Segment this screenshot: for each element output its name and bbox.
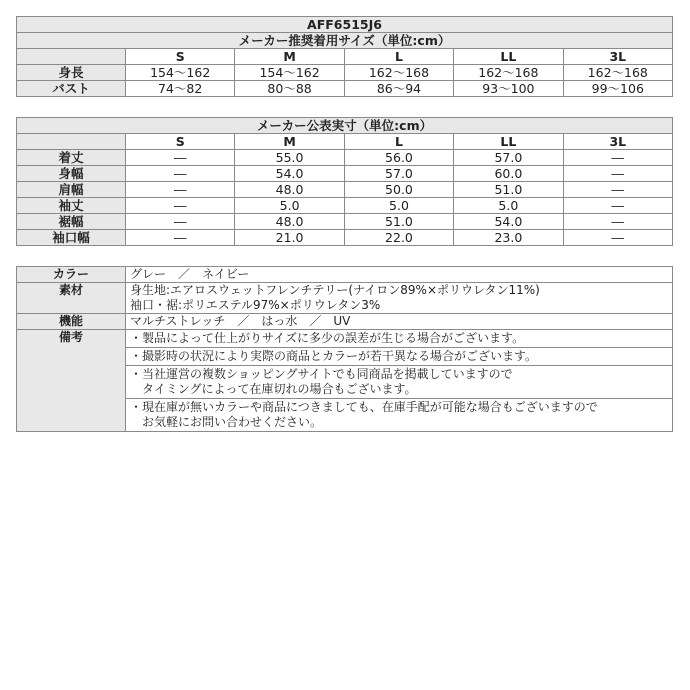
note-item xyxy=(126,348,672,366)
material-label: 素材 xyxy=(17,283,126,314)
product-code: AFF6515J6 xyxy=(17,17,673,33)
table-cell: ― xyxy=(563,150,672,166)
corner-cell xyxy=(17,134,126,150)
table-cell: 57.0 xyxy=(344,166,453,182)
actual-table-title: メーカー公表実寸（単位:cm） xyxy=(17,118,673,134)
table-cell: ― xyxy=(563,198,672,214)
table-cell: 162～168 xyxy=(454,65,563,81)
table-cell: 99～106 xyxy=(563,81,672,97)
note-line: ・製品によって仕上がりサイズに多少の誤差が生じる場合がございます。 xyxy=(130,331,525,345)
table-cell: 56.0 xyxy=(344,150,453,166)
size-header: 3L xyxy=(563,134,672,150)
table-cell: 5.0 xyxy=(344,198,453,214)
size-header: LL xyxy=(454,49,563,65)
table-cell: ― xyxy=(126,214,235,230)
table-cell: 162～168 xyxy=(344,65,453,81)
size-header-row xyxy=(17,49,673,65)
size-header: S xyxy=(126,134,235,150)
table-cell: 162～168 xyxy=(563,65,672,81)
row-label: 身幅 xyxy=(17,166,126,182)
function-value: マルチストレッチ ／ はっ水 ／ UV xyxy=(126,314,673,330)
size-header: L xyxy=(344,49,453,65)
table-cell: ― xyxy=(126,230,235,246)
table-row xyxy=(17,166,673,182)
note-line: ・撮影時の状況により実際の商品とカラーが若干異なる場合がございます。 xyxy=(130,349,538,363)
note-line: ・現在庫が無いカラーや商品につきましても、在庫手配が可能な場合もございますので xyxy=(130,400,598,414)
table-cell: 54.0 xyxy=(235,166,344,182)
table-cell: 5.0 xyxy=(235,198,344,214)
size-header: LL xyxy=(454,134,563,150)
row-label: 着丈 xyxy=(17,150,126,166)
color-label: カラー xyxy=(17,267,126,283)
table-cell: 86～94 xyxy=(344,81,453,97)
size-header: 3L xyxy=(563,49,672,65)
corner-cell xyxy=(17,49,126,65)
table-cell: 22.0 xyxy=(344,230,453,246)
table-cell: 57.0 xyxy=(454,150,563,166)
material-line: 袖口・裾:ポリエステル97%×ポリウレタン3% xyxy=(130,298,381,312)
table-cell: 51.0 xyxy=(454,182,563,198)
color-value: グレー ／ ネイビー xyxy=(126,267,673,283)
table-row xyxy=(17,81,673,97)
table-cell: 154～162 xyxy=(235,65,344,81)
table-cell: ― xyxy=(126,182,235,198)
table-cell: 55.0 xyxy=(235,150,344,166)
table-cell: ― xyxy=(563,214,672,230)
note-line: お気軽にお問い合わせください。 xyxy=(130,415,323,429)
table-cell: 93～100 xyxy=(454,81,563,97)
material-value xyxy=(126,283,673,314)
table-cell: 51.0 xyxy=(344,214,453,230)
function-label: 機能 xyxy=(17,314,126,330)
table-cell: 54.0 xyxy=(454,214,563,230)
product-info-table xyxy=(16,266,673,432)
table-cell: 23.0 xyxy=(454,230,563,246)
table-row xyxy=(17,150,673,166)
notes-cell xyxy=(126,330,673,432)
notes-label: 備考 xyxy=(17,330,126,432)
table-cell: ― xyxy=(563,230,672,246)
note-line: ・当社運営の複数ショッピングサイトでも同商品を掲載していますので xyxy=(130,367,513,381)
table-cell: 74～82 xyxy=(126,81,235,97)
size-header-row xyxy=(17,134,673,150)
note-item xyxy=(126,366,672,399)
material-line: 身生地:エアロスウェットフレンチテリー(ナイロン89%×ポリウレタン11%) xyxy=(130,283,540,297)
table-cell: ― xyxy=(126,166,235,182)
actual-size-table xyxy=(16,117,673,246)
table-row xyxy=(17,214,673,230)
table-cell: 50.0 xyxy=(344,182,453,198)
recommended-table-title: メーカー推奨着用サイズ（単位:cm） xyxy=(17,33,673,49)
note-line: タイミングによって在庫切れの場合もございます。 xyxy=(130,382,417,396)
size-header: M xyxy=(235,49,344,65)
row-label: 袖口幅 xyxy=(17,230,126,246)
note-item xyxy=(126,399,672,431)
size-header: M xyxy=(235,134,344,150)
table-row xyxy=(17,65,673,81)
note-item xyxy=(126,330,672,348)
table-cell: ― xyxy=(126,150,235,166)
size-header: S xyxy=(126,49,235,65)
table-row xyxy=(17,230,673,246)
table-row xyxy=(17,182,673,198)
table-cell: 154～162 xyxy=(126,65,235,81)
row-label: 裾幅 xyxy=(17,214,126,230)
row-label: 袖丈 xyxy=(17,198,126,214)
recommended-size-table xyxy=(16,16,673,97)
table-cell: 48.0 xyxy=(235,182,344,198)
row-label: 身長 xyxy=(17,65,126,81)
row-label: 肩幅 xyxy=(17,182,126,198)
table-cell: 48.0 xyxy=(235,214,344,230)
row-label: バスト xyxy=(17,81,126,97)
table-cell: ― xyxy=(563,182,672,198)
table-cell: 60.0 xyxy=(454,166,563,182)
table-cell: 5.0 xyxy=(454,198,563,214)
table-cell: 21.0 xyxy=(235,230,344,246)
table-cell: ― xyxy=(563,166,672,182)
table-cell: ― xyxy=(126,198,235,214)
size-header: L xyxy=(344,134,453,150)
table-cell: 80～88 xyxy=(235,81,344,97)
table-row xyxy=(17,198,673,214)
